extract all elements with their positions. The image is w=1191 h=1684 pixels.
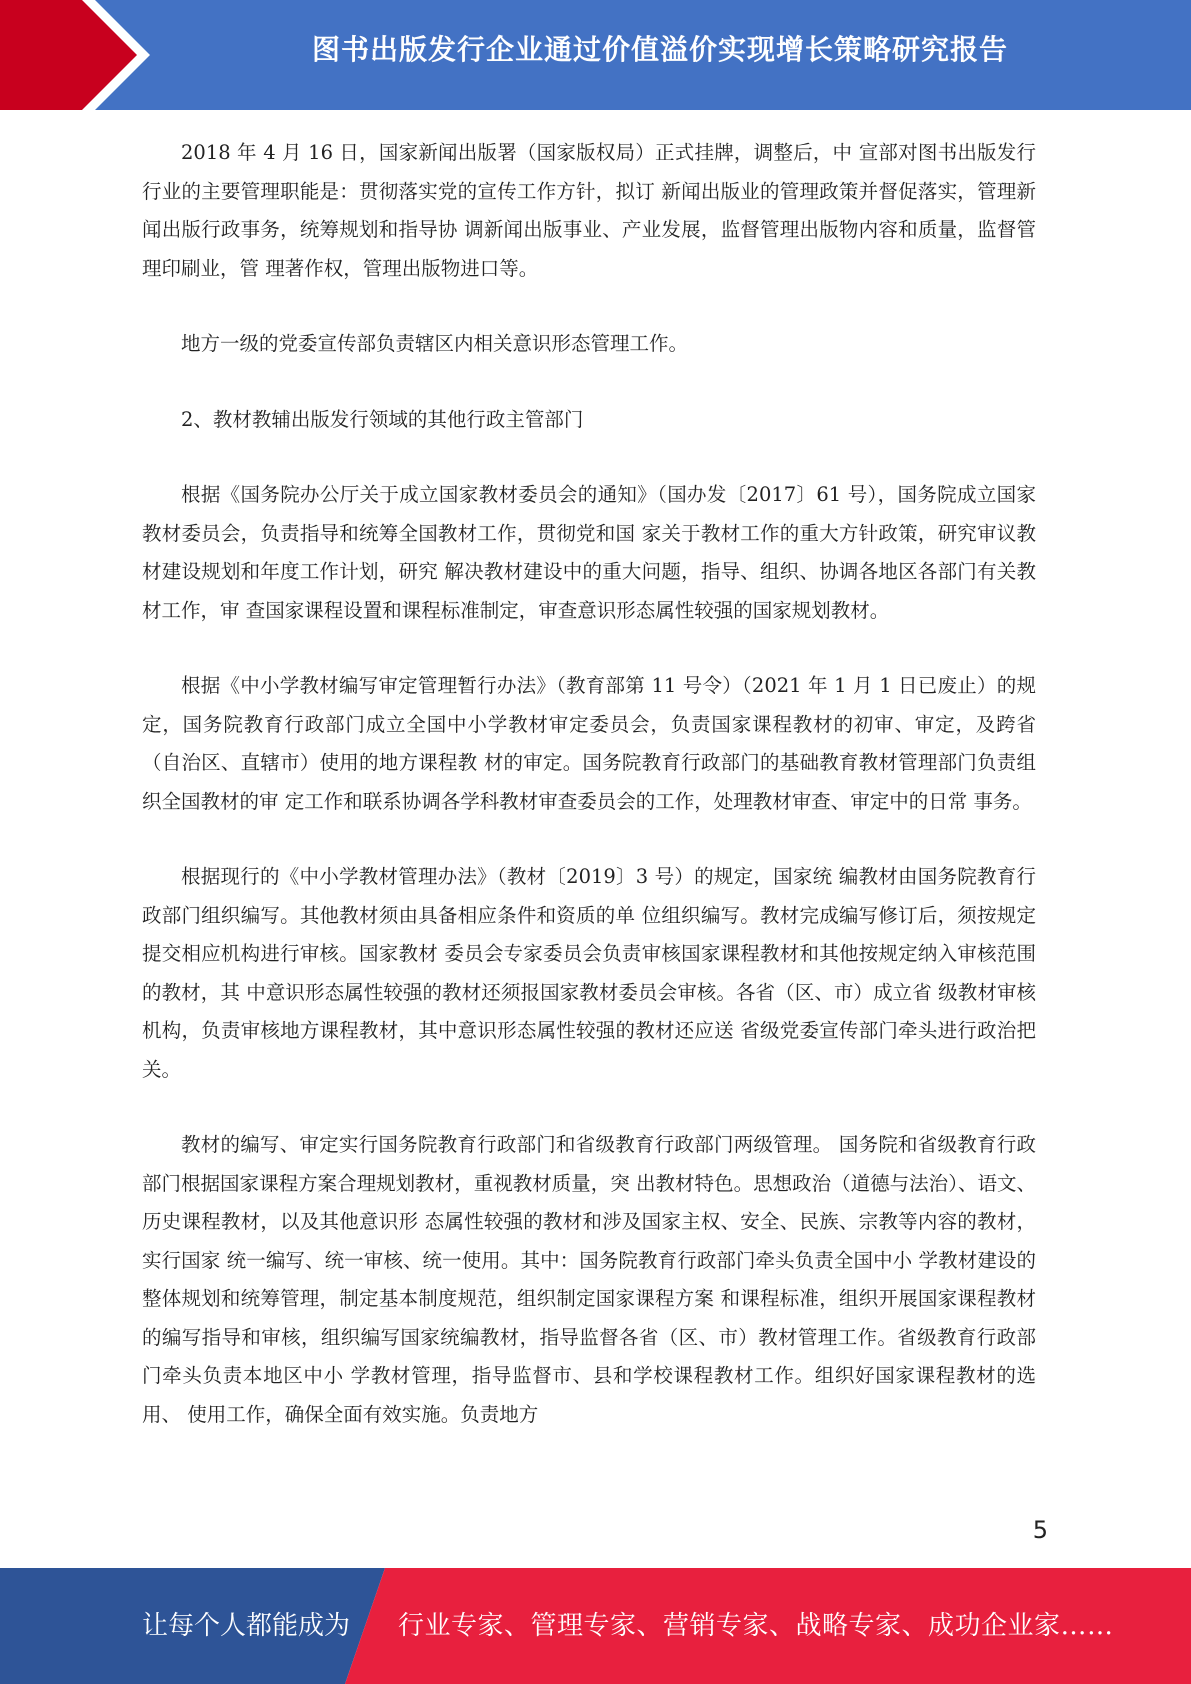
paragraph-3: 根据《国务院办公厅关于成立国家教材委员会的通知》（国办发〔2017〕61 号），国务院成立国家教材委员会，负责指导和统筹全国教材工作，贯彻党和国 家关于教材工作的重大方针政策，研究审议教材建设规划和年度工作计划，研究 解决教材建设中的重大问题，指导、组织、协调各地区各部门有关教材工作，审 查国家课程设置和课程标准制定，审查意识形态属性较强的国家规划教材。	[142, 483, 1036, 622]
paragraph-5: 根据现行的《中小学教材管理办法》（教材〔2019〕3 号）的规定，国家统 编教材由国务院教育行政部门组织编写。其他教材须由具备相应条件和资质的单 位组织编写。教材完成编写修订后，须按规定提交相应机构进行审核。国家教材 委员会专家委员会负责审核国家课程教材和其他按规定纳入审核范围的教材，其 中意识形态属性较强的教材还须报国家教材委员会审核。各省（区、市）成立省 级教材审核机构，负责审核地方课程教材，其中意识形态属性较强的教材还应送 省级党委宣传部门牵头进行政治把关。	[142, 865, 1036, 1081]
header-chevron-decoration	[0, 0, 180, 110]
footer-slogan-right: 行业专家、管理专家、营销专家、战略专家、成功企业家……	[398, 1611, 1114, 1641]
report-title: 图书出版发行企业通过价值溢价实现增长策略研究报告	[311, 33, 1008, 66]
section-heading: 2、教材教辅出版发行领域的其他行政主管部门	[181, 407, 584, 431]
document-body	[142, 134, 1036, 1471]
paragraph-1: 2018 年 4 月 16 日，国家新闻出版署（国家版权局）正式挂牌，调整后，中 宣部对图书出版发行行业的主要管理职能是：贯彻落实党的宣传工作方针，拟订 新闻出版业的管理政策并督促落实，管理新闻出版行政事务，统筹规划和指导协 调新闻出版事业、产业发展，监督管理出版物内容和质量，监督管理印刷业，管 理著作权，管理出版物进口等。	[142, 141, 1036, 280]
paragraph-4: 根据《中小学教材编写审定管理暂行办法》（教育部第 11 号令）（2021 年 1 月 1 日已废止）的规定，国务院教育行政部门成立全国中小学教材审定委员会，负责国家课程教材的初审、审定，及跨省（自治区、直辖市）使用的地方课程教 材的审定。国务院教育行政部门的基础教育教材管理部门负责组织全国教材的审 定工作和联系协调各学科教材审查委员会的工作，处理教材审查、审定中的日常 事务。	[142, 674, 1036, 813]
paragraph-6: 教材的编写、审定实行国务院教育行政部门和省级教育行政部门两级管理。 国务院和省级教育行政部门根据国家课程方案合理规划教材，重视教材质量，突 出教材特色。思想政治（道德与法治）、语文、历史课程教材，以及其他意识形 态属性较强的教材和涉及国家主权、安全、民族、宗教等内容的教材，实行国家 统一编写、统一审核、统一使用。其中：国务院教育行政部门牵头负责全国中小 学教材建设的整体规划和统筹管理，制定基本制度规范，组织制定国家课程方案 和课程标准，组织开展国家课程教材的编写指导和审核，组织编写国家统编教材，指导监督各省（区、市）教材管理工作。省级教育行政部门牵头负责本地区中小 学教材管理，指导监督市、县和学校课程教材工作。组织好国家课程教材的选用、 使用工作，确保全面有效实施。负责地方	[142, 1133, 1036, 1426]
footer-slogan-left: 让每个人都能成为	[142, 1611, 351, 1641]
paragraph-2: 地方一级的党委宣传部负责辖区内相关意识形态管理工作。	[181, 332, 689, 355]
page-number: 5	[1032, 1516, 1048, 1544]
page-header	[0, 0, 1191, 110]
page-footer	[0, 1568, 1191, 1684]
